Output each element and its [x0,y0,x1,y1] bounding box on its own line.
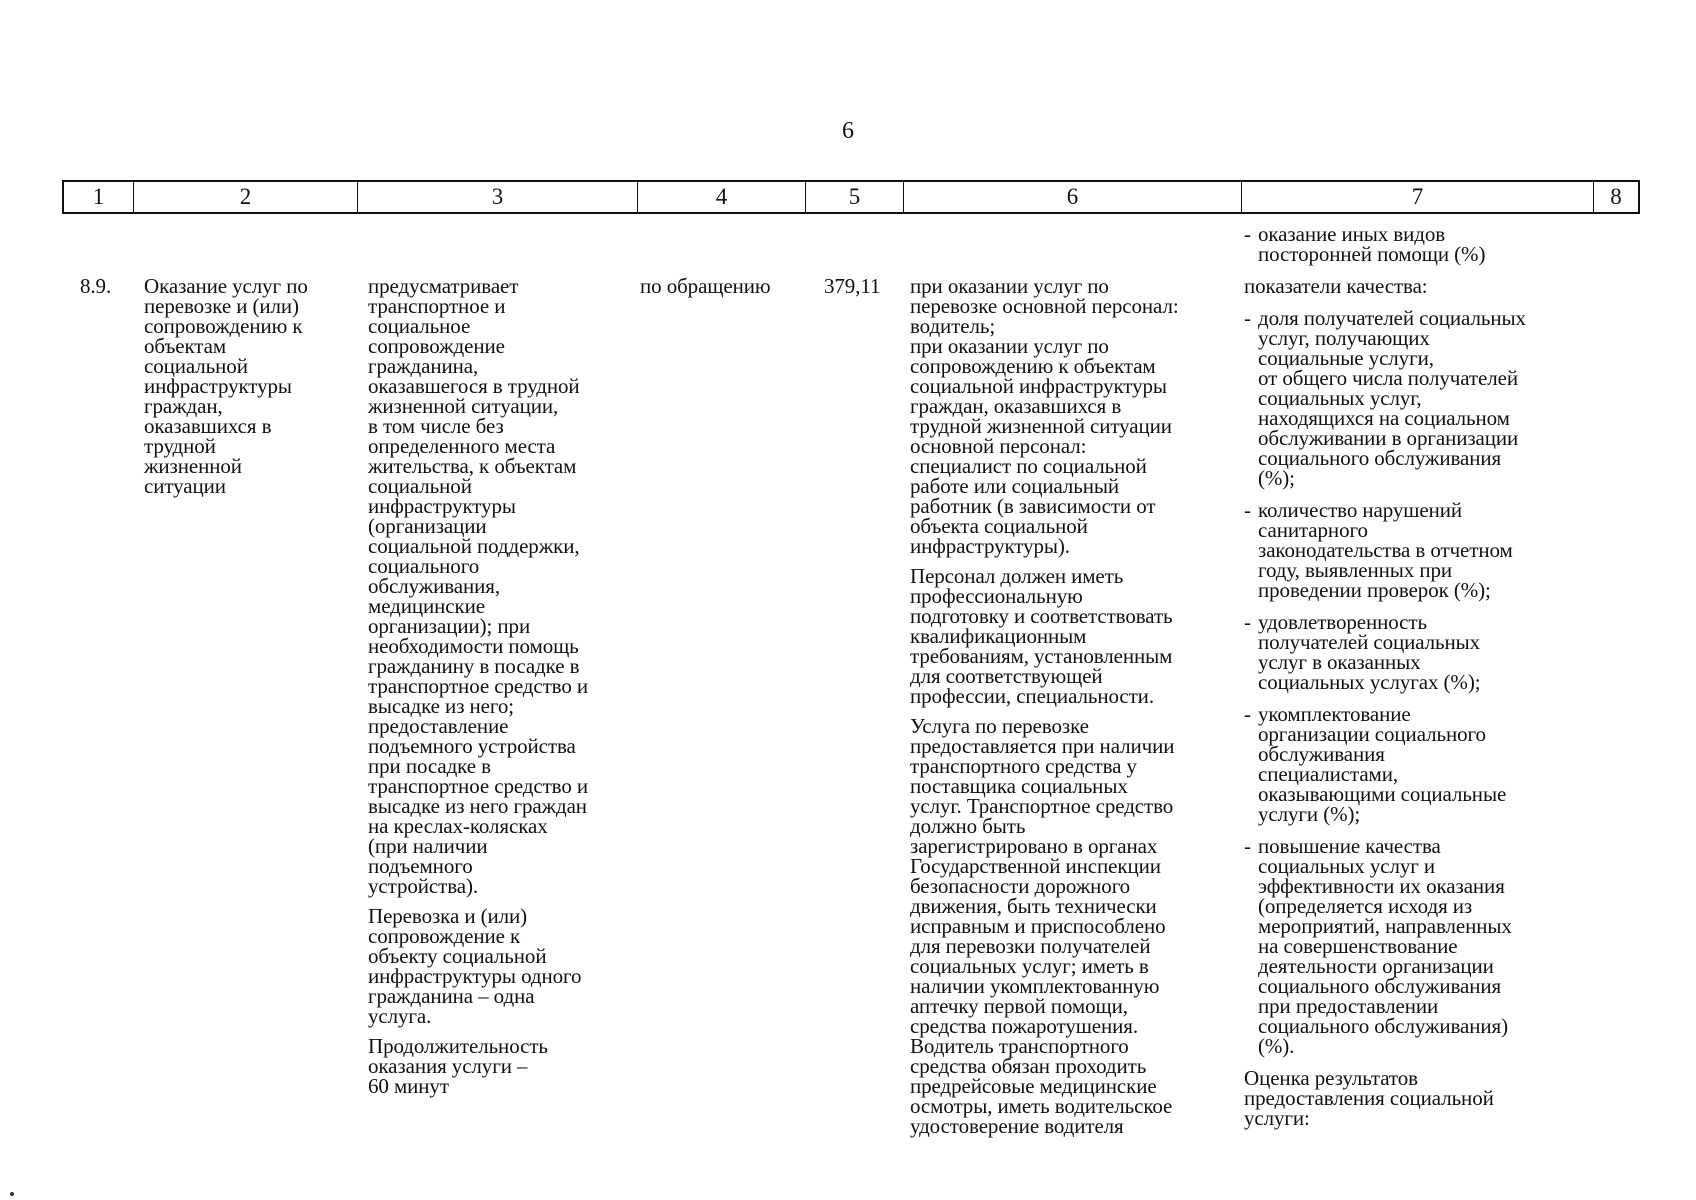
quality-item: - укомплектование организации социального обслуживания специалистами, оказывающими социальные услуги (%); [1244,704,1590,824]
service-name: Оказание услуг по перевозке и (или) сопровождению к объектам социальной инфраструктуры граждан, оказавшихся в трудной жизненной ситуации [144,274,308,498]
quality-item: - повышение качества социальных услуг и эффективности их оказания (определяется исходя из мероприятий, направленных на совершенствование деятельности организации социального обслуживания при предоставлении социального обслуживания) (%). [1244,836,1590,1056]
quality-item: - удовлетворенность получателей социальных услуг в оказанных социальных услугах (%); [1244,612,1590,692]
conditions-paragraph: при оказании услуг по перевозке основной персонал: водитель; при оказании услуг по сопровождению к объектам социальной инфраструктуры граждан, оказавшихся в трудной жизненной ситуации основной персонал: специалист по социальной работе или социальный работник (в зависимости от объекта социальной инфраструктуры). [910,274,1179,558]
service-description-paragraph: Перевозка и (или) сопровождение к объекту социальной инфраструктуры одного гражданина – одна услуга. [368,904,582,1028]
table-header-row [62,180,1640,214]
header-cell-8: 8 [1610,184,1622,209]
quality-indicators-cell [1244,276,1590,1138]
scan-speck [10,1192,14,1196]
header-cell-5: 5 [806,182,904,212]
header-cell-4: 4 [638,182,806,212]
continuation-item: - оказание иных видов посторонней помощи (%) [1244,224,1584,264]
header-cell-7: 7 [1242,182,1594,212]
row-number: 8.9. [80,274,112,298]
continuation-block [1244,224,1584,276]
conditions-paragraph: Персонал должен иметь профессиональную подготовку и соответствовать квалификационным требованиям, установленным для соответствующей профессии, специальности. [910,564,1173,708]
service-conditions-cell [910,276,1240,1146]
service-description-paragraph: Продолжительность оказания услуги – 60 минут [368,1034,548,1098]
service-tariff: 379,11 [824,274,881,298]
header-cell-3: 3 [358,182,638,212]
conditions-paragraph: Услуга по перевозке предоставляется при наличии транспортного средства у поставщика социальных услуг. Транспортное средство должно быть зарегистрировано в органах Государственной инспекции безопасности дорожного движения, быть технически исправным и приспособлено для перевозки получателей социальных услуг; иметь в наличии укомплектованную аптечку первой помощи, средства пожаротушения. Водитель транспортного средства обязан проходить предрейсовые медицинские осмотры, иметь водительское удостоверение водителя [910,714,1175,1138]
service-description-paragraph: предусматривает транспортное и социальное сопровождение гражданина, оказавшегося в трудной жизненной ситуации, в том числе без определенного места жительства, к объектам социальной инфраструктуры (организации социальной поддержки, социального обслуживания, медицинские организации); при необходимости помощь гражданину в посадке в транспортное средство и высадке из него; предоставление подъемного устройства при посадке в транспортное средство и высадке из него граждан на креслах-колясках (при наличии подъемного устройства). [368,274,589,898]
header-cell-1: 1 [64,182,134,212]
quality-item: - количество нарушений санитарного законодательства в отчетном году, выявленных при проведении проверок (%); [1244,500,1590,600]
evaluation-heading: Оценка результатов предоставления социальной услуги: [1244,1066,1494,1130]
service-frequency: по обращению [640,274,771,298]
service-name-cell [144,276,364,506]
quality-item: - доля получателей социальных услуг, получающих социальные услуги, от общего числа получателей социальных услуг, находящихся на социальном обслуживании в организации социального обслуживания (%); [1244,308,1590,488]
quality-heading: показатели качества: [1244,274,1428,298]
page-number: 6 [842,118,854,144]
service-description-cell [368,276,638,1106]
header-cell-2: 2 [134,182,358,212]
header-cell-6: 6 [904,182,1242,212]
